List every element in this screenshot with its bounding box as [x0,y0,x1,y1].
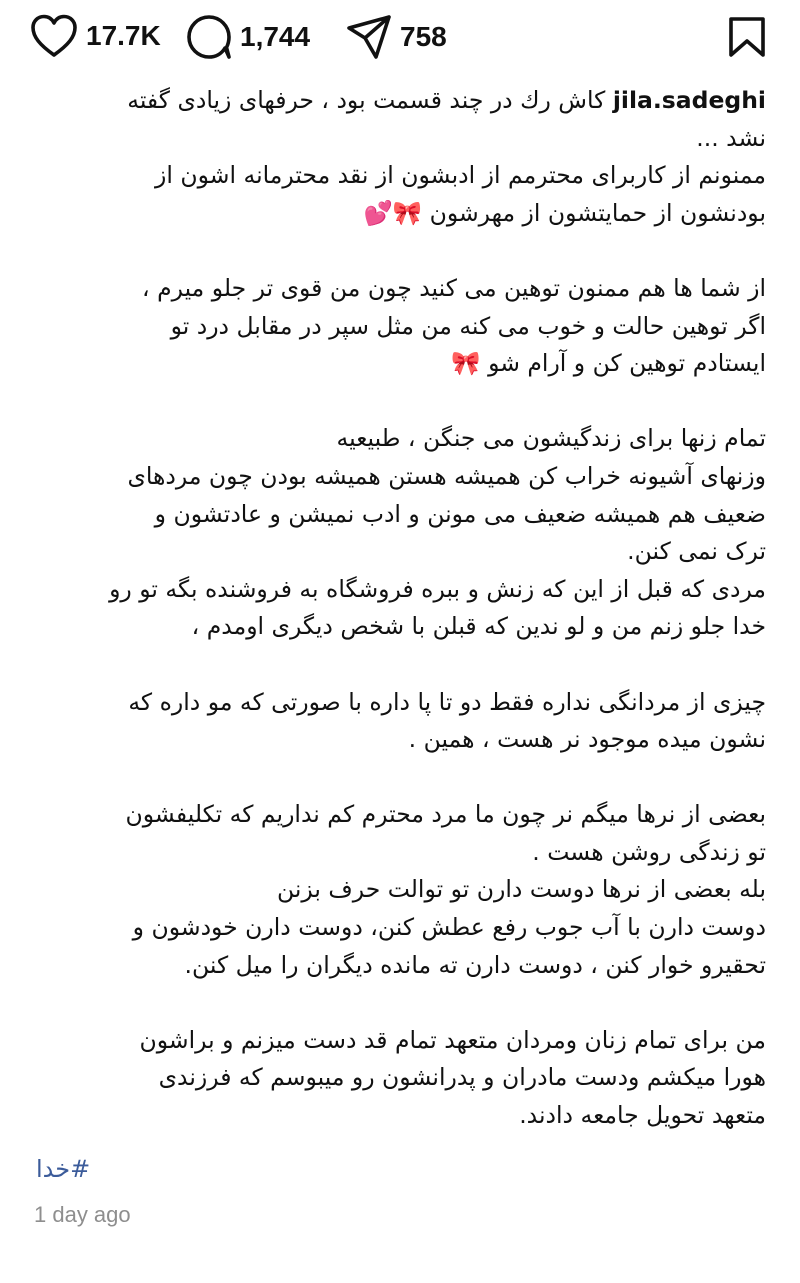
caption-spacer [30,646,766,684]
caption-body [30,120,766,1135]
caption-line: از شما ها هم ممنون توهین می کنید چون من قوی تر جلو میرم ، [142,273,766,302]
caption-line: من برای تمام زنان ومردان متعهد تمام قد دست میزنم و براشون [139,1025,766,1054]
post-caption [30,82,766,1135]
like-count: 17.7K [86,20,161,51]
share-button[interactable] [346,14,447,60]
caption-spacer [30,759,766,797]
caption-line: تمام زنها برای زندگیشون می جنگن ، طبیعیه [336,424,766,453]
post-timestamp: 1 day ago [34,1202,131,1227]
caption-line: بودنشون از حمایتشون از مهرشون 🎀💕 [363,198,766,227]
hashtag-link[interactable]: #خدا [36,1155,91,1183]
caption-line: چیزی از مردانگی نداره فقط دو تا پا داره با صورتی که مو داره که [128,687,766,716]
heart-icon [30,14,78,58]
caption-spacer [30,383,766,421]
caption-line: ترک نمی کنن. [627,537,766,566]
caption-line: بعضی از نرها میگم نر چون ما مرد محترم کم نداریم که تکلیفشون [125,800,766,829]
post-action-bar [0,0,800,74]
caption-line: دوست دارن با آب جوب رفع عطش کنن، دوست دارن خودشون و [132,913,766,942]
caption-spacer [30,984,766,1022]
comment-count: 1,744 [240,21,311,52]
caption-line: خدا جلو زنم من و لو ندین که قبلن با شخص دیگری اومدم ، [191,612,766,641]
caption-line: ضعیف هم همیشه ضعیف می مونن و ادب نمیشن و عادتشون و [154,499,766,528]
caption-line: هورا میکشم ودست مادران و پدرانشون رو میبوسم که فرزندی [158,1063,766,1092]
caption-line: مردی که قبل از این که زنش و ببره فروشگاه به فروشنده بگه تو رو [109,574,766,603]
caption-line: ممنونم از کاربرای محترمم از ادبشون از نقد محترمانه اشون از [155,161,766,190]
bookmark-icon[interactable] [728,16,766,62]
caption-line: ایستادم توهین کن و آرام شو 🎀 [451,349,766,378]
caption-first-line [30,82,766,120]
comment-button[interactable] [186,14,310,60]
caption-line: تحقیرو خوار کنن ، دوست دارن ته مانده دیگران را میل کنن. [184,950,766,979]
share-count: 758 [400,21,447,52]
username-link[interactable]: jila.sadeghi [612,86,766,114]
caption-text: کاش رك در چند قسمت بود ، حرفهای زیادی گفته [127,86,606,114]
comment-icon [186,14,232,60]
caption-line: وزنهای آشیونه خراب کن همیشه هستن همیشه بودن چون مردهای [127,461,766,490]
like-button[interactable] [30,14,161,58]
caption-line: اگر توهین حالت و خوب می کنه من مثل سپر در مقابل درد تو [170,311,766,340]
caption-line: تو زندگی روشن هست . [532,837,766,866]
caption-line: نشد ... [696,123,766,152]
caption-line: نشون میده موجود نر هست ، همین . [408,725,766,754]
caption-spacer [30,232,766,270]
caption-line: متعهد تحویل جامعه دادند. [519,1101,766,1130]
share-icon [346,14,392,60]
caption-line: بله بعضی از نرها دوست دارن تو توالت حرف بزنن [276,875,766,904]
